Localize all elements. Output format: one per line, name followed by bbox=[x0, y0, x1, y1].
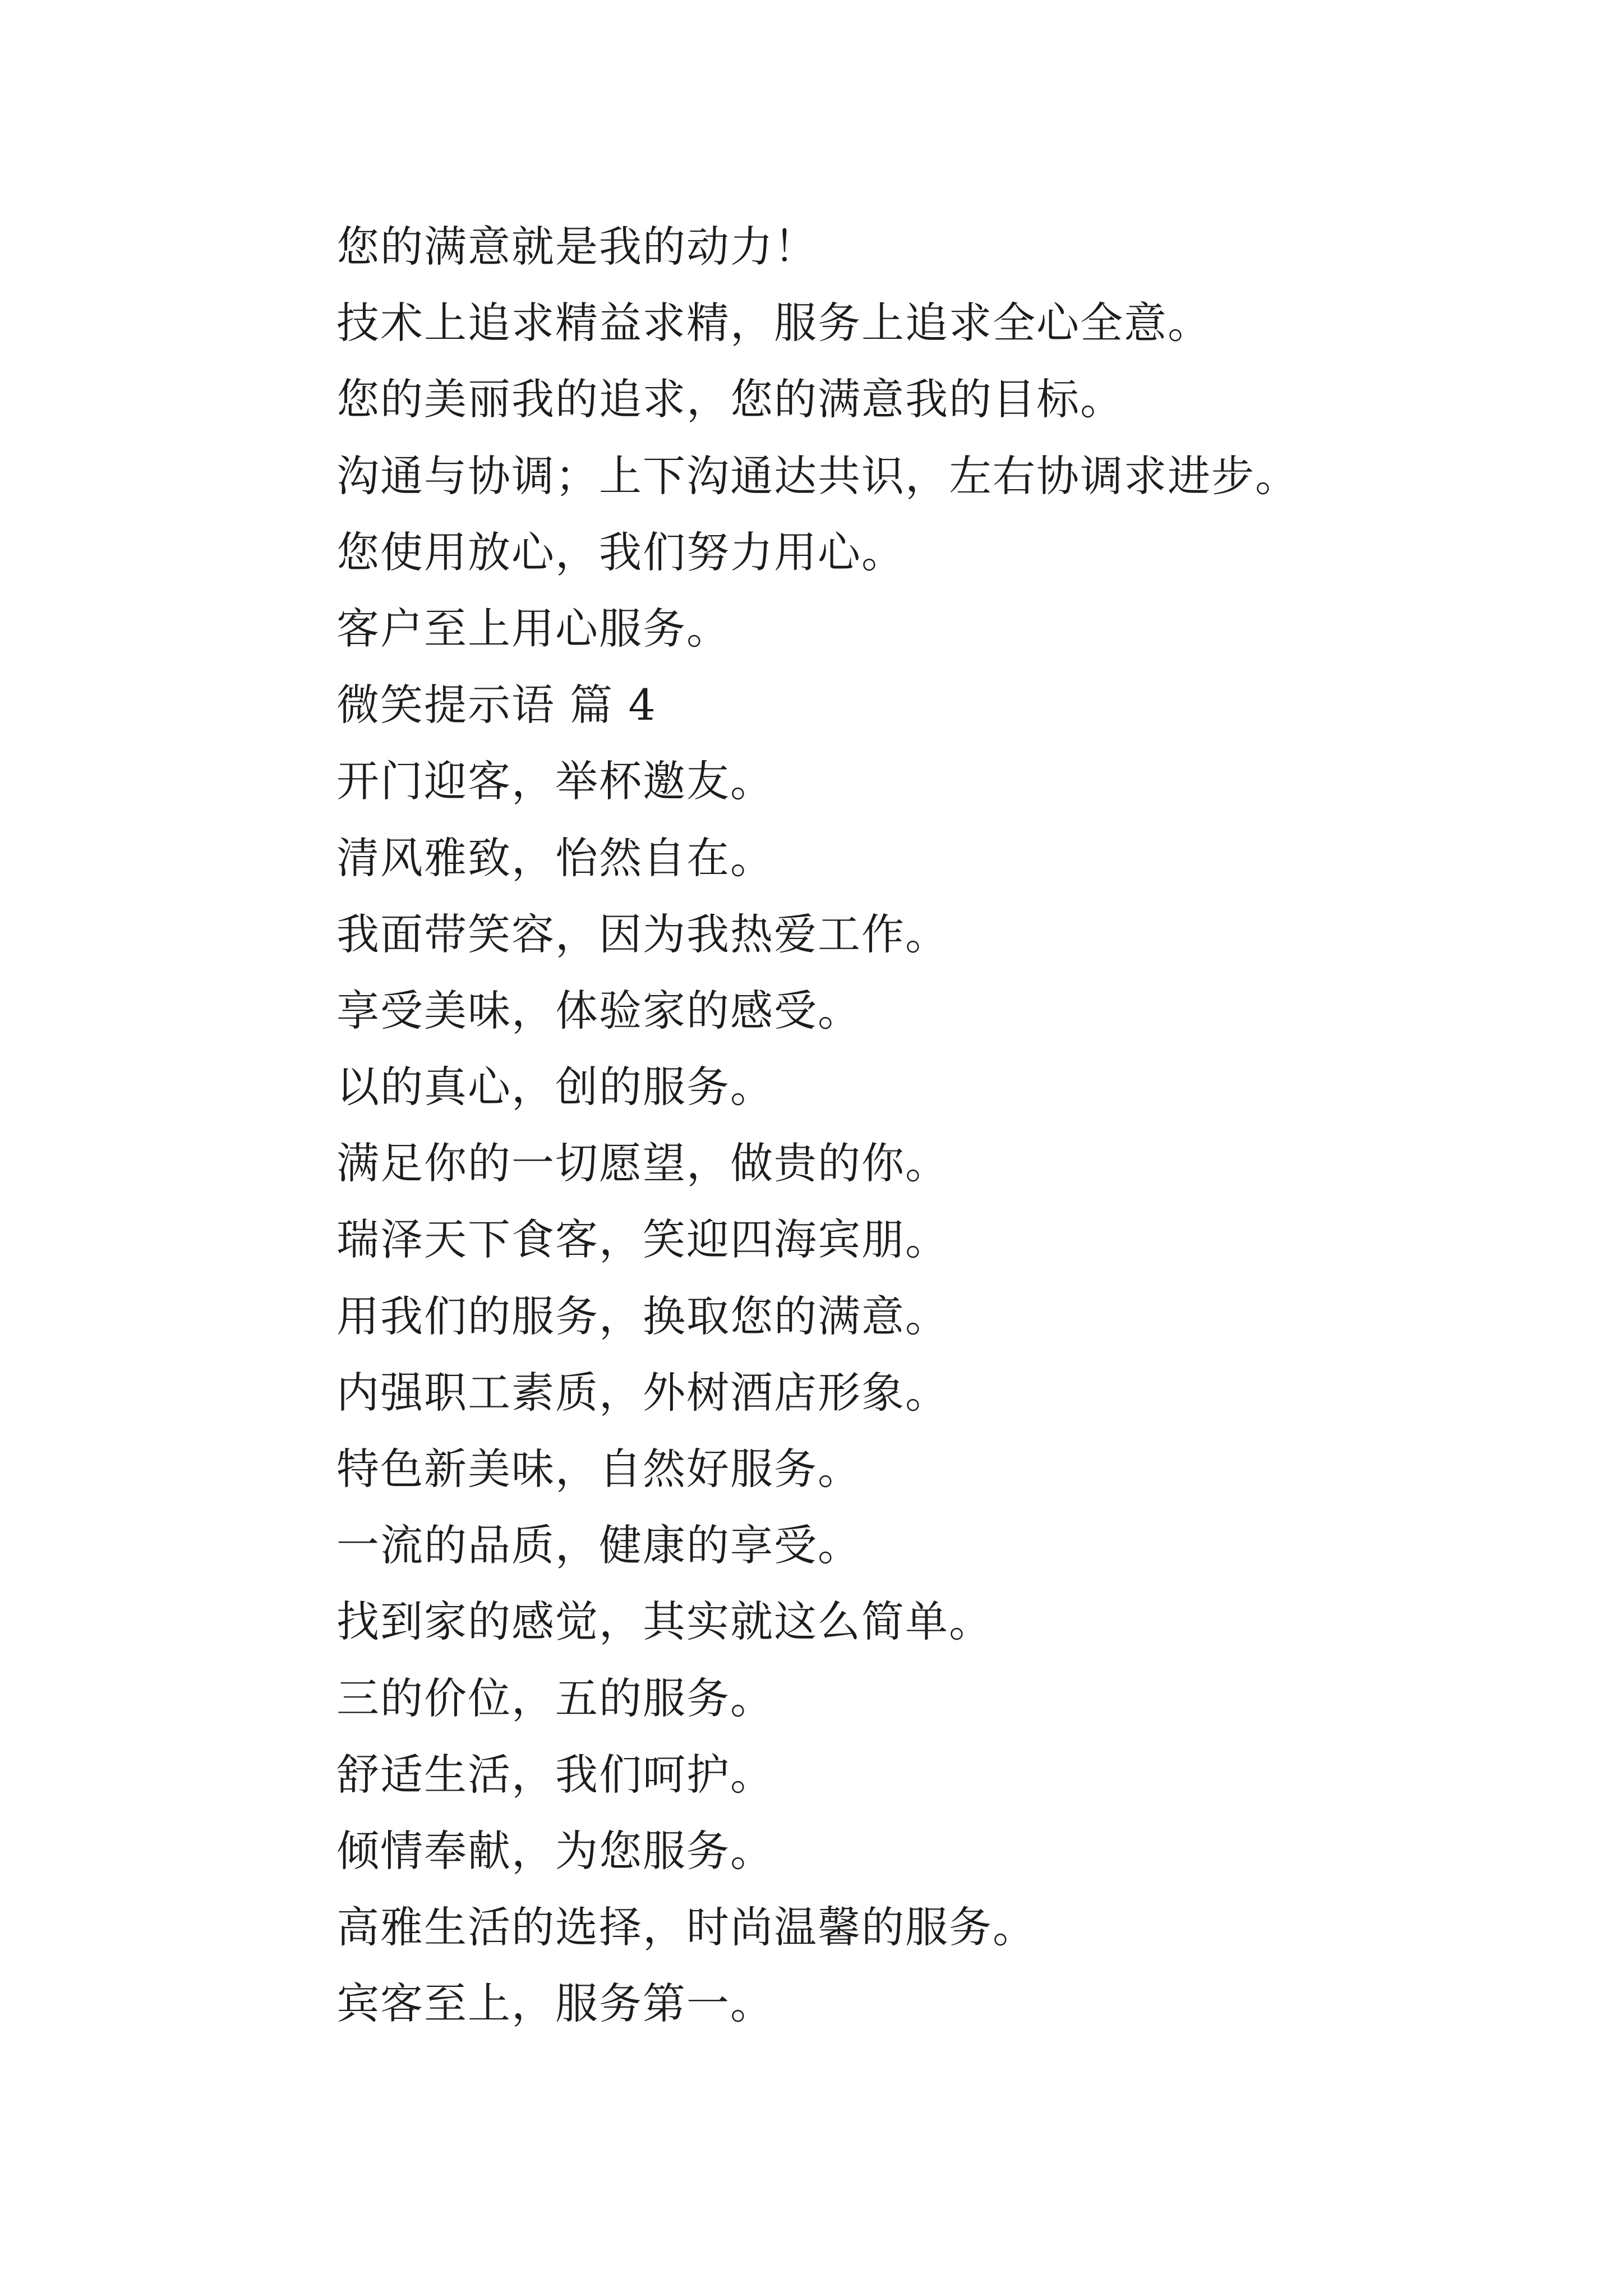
section-heading: 微笑提示语 篇 4 bbox=[336, 680, 657, 730]
document-body bbox=[336, 209, 1542, 2042]
text-line: 开门迎客，举杯邀友。 bbox=[336, 756, 774, 807]
text-line: 一流的品质，健康的享受。 bbox=[336, 1520, 861, 1571]
text-line: 客户至上用心服务。 bbox=[336, 603, 730, 654]
text-line: 我面带笑容，因为我热爱工作。 bbox=[336, 909, 949, 959]
text-line: 特色新美味，自然好服务。 bbox=[336, 1444, 861, 1494]
text-line: 享受美味，体验家的感受。 bbox=[336, 985, 861, 1036]
text-line: 以的真心，创的服务。 bbox=[336, 1062, 774, 1112]
text-line: 技术上追求精益求精，服务上追求全心全意。 bbox=[336, 298, 1211, 348]
text-line: 您的满意就是我的动力！ bbox=[336, 222, 818, 272]
text-line: 宾客至上，服务第一。 bbox=[336, 1978, 774, 2029]
text-line: 舒适生活，我们呵护。 bbox=[336, 1749, 774, 1800]
text-line: 您使用放心，我们努力用心。 bbox=[336, 527, 905, 577]
text-line: 找到家的感觉，其实就这么简单。 bbox=[336, 1596, 993, 1647]
text-line: 三的价位，五的服务。 bbox=[336, 1673, 774, 1723]
text-line: 用我们的服务，换取您的满意。 bbox=[336, 1291, 949, 1341]
text-line: 倾情奉献，为您服务。 bbox=[336, 1825, 774, 1876]
text-line: 您的美丽我的追求，您的满意我的目标。 bbox=[336, 374, 1124, 425]
text-line: 内强职工素质，外树酒店形象。 bbox=[336, 1367, 949, 1418]
text-line: 沟通与协调；上下沟通达共识，左右协调求进步。 bbox=[336, 450, 1299, 501]
text-line: 瑞泽天下食客，笑迎四海宾朋。 bbox=[336, 1214, 949, 1265]
text-line: 高雅生活的选择，时尚温馨的服务。 bbox=[336, 1902, 1036, 1953]
text-line: 清风雅致，怡然自在。 bbox=[336, 832, 774, 883]
text-line: 满足你的一切愿望，做贵的你。 bbox=[336, 1138, 949, 1189]
